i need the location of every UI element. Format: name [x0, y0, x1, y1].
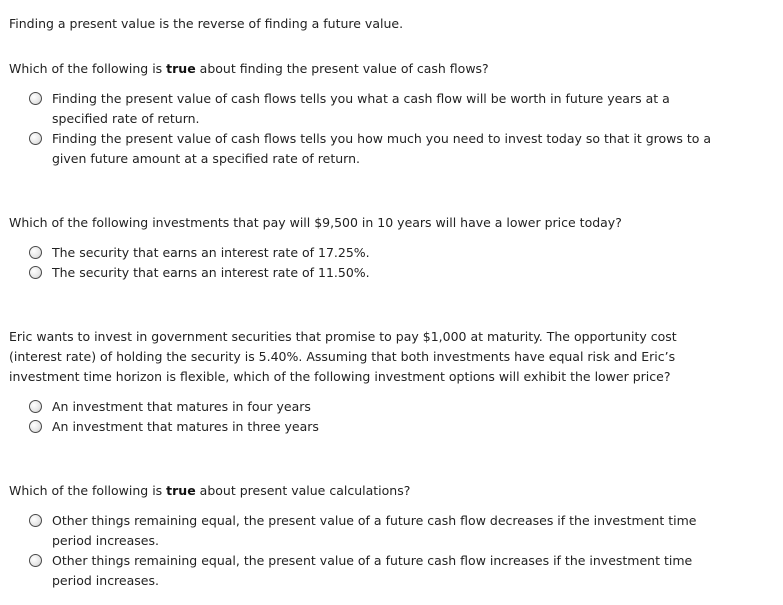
question-4-prompt: Which of the following is true about present value calculations?	[9, 483, 411, 498]
option-label: An investment that matures in three years	[52, 419, 319, 434]
intro-text: Finding a present value is the reverse of finding a future value.	[9, 16, 404, 31]
question-1-prompt: Which of the following is true about finding the present value of cash flows?	[9, 61, 489, 76]
option-label: The security that earns an interest rate of 11.50%.	[52, 265, 370, 280]
option-label: An investment that matures in four years	[52, 399, 311, 414]
option-label: The security that earns an interest rate of 17.25%.	[52, 245, 370, 260]
question-1-emphasis: true	[166, 61, 196, 76]
question-1-option-1[interactable]	[29, 89, 729, 129]
question-4-option-2[interactable]	[29, 551, 729, 591]
question-4-option-1[interactable]	[29, 511, 729, 551]
option-label: Finding the present value of cash flows tells you what a cash flow will be worth in future years at a specified rate of return.	[52, 91, 670, 126]
radio-button[interactable]	[29, 420, 42, 433]
question-1-option-2[interactable]	[29, 129, 729, 169]
question-2-prompt: Which of the following investments that pay will $9,500 in 10 years will have a lower price today?	[9, 215, 622, 230]
radio-button[interactable]	[29, 266, 42, 279]
question-3-option-2[interactable]	[29, 417, 729, 437]
question-2-option-1[interactable]	[29, 243, 729, 263]
radio-button[interactable]	[29, 246, 42, 259]
question-3-prompt: Eric wants to invest in government securities that promise to pay $1,000 at maturity. The opportunity cost (interest rate) of holding the security is 5.40%. Assuming that both investments have equal risk and Eric’s investment time horizon is flexible, which of the following investment options will exhibit the lower price?	[9, 329, 677, 384]
question-3-option-1[interactable]	[29, 397, 729, 417]
question-2-option-2[interactable]	[29, 263, 729, 283]
radio-button[interactable]	[29, 554, 42, 567]
option-label: Other things remaining equal, the present value of a future cash flow increases if the investment time period increases.	[52, 553, 693, 588]
option-label: Finding the present value of cash flows tells you how much you need to invest today so that it grows to a given future amount at a specified rate of return.	[52, 131, 712, 166]
radio-button[interactable]	[29, 514, 42, 527]
option-label: Other things remaining equal, the present value of a future cash flow decreases if the investment time period increases.	[52, 513, 697, 548]
question-4-emphasis: true	[166, 483, 196, 498]
radio-button[interactable]	[29, 400, 42, 413]
radio-button[interactable]	[29, 92, 42, 105]
radio-button[interactable]	[29, 132, 42, 145]
